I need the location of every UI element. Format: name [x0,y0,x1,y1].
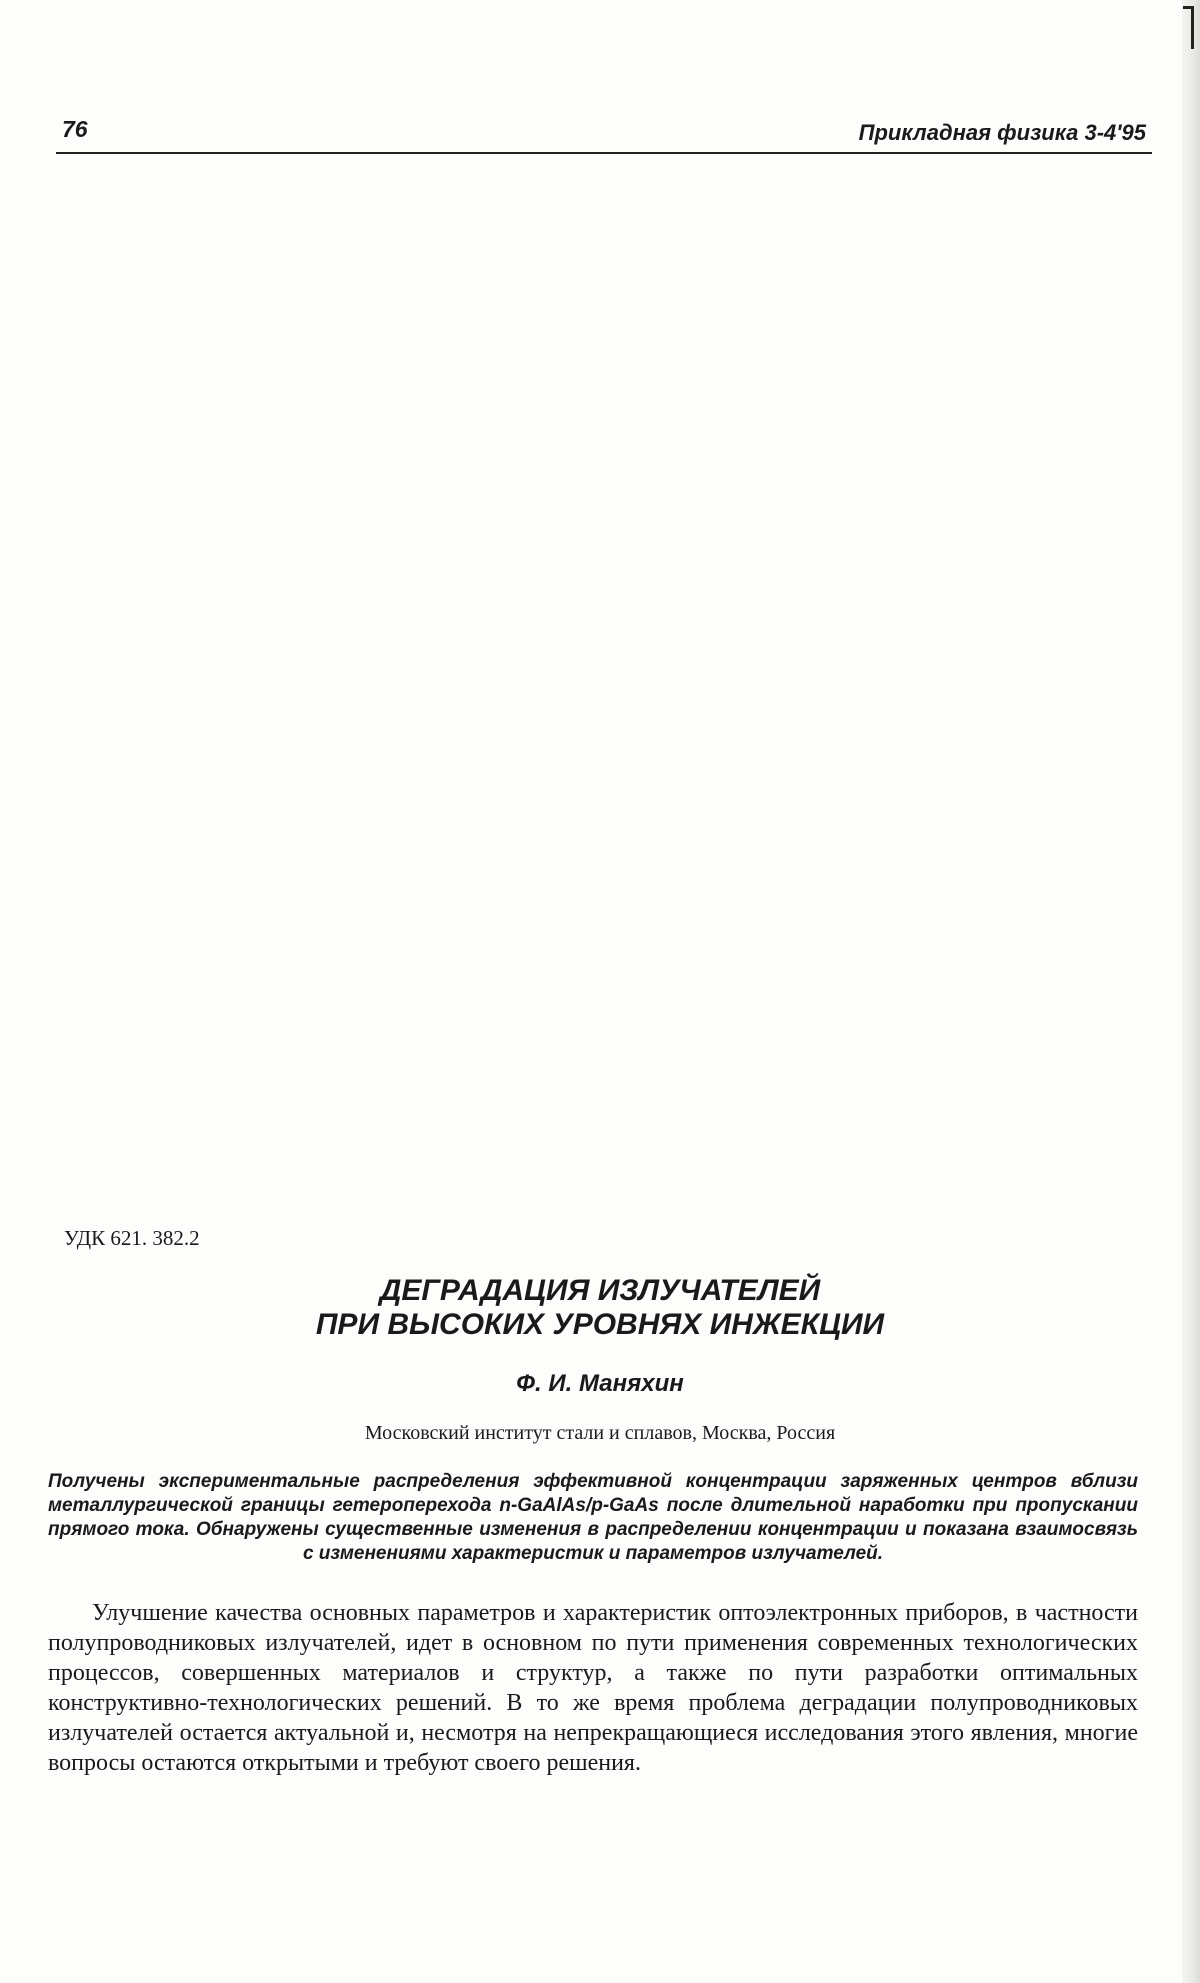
journal-title: Прикладная физика 3-4'95 [858,120,1146,145]
scan-corner-mark [1183,6,1194,49]
running-header [56,112,1152,154]
body-paragraph: Улучшение качества основных параметров и характеристик оптоэлектронных приборов, в частности полупроводниковых излучателей, идет в основном по пути применения современных технологических процессов, совершенных материалов и структур, а также по пути разработки оптимальных конструктивно-технологических решений. В то же время проблема деградации полупроводниковых излучателей остается актуальной и, несмотря на непрекращающиеся исследования этого явления, многие вопросы остаются открытыми и требуют своего решения. [48,1600,1138,1776]
scan-page-edge [1182,0,1200,1983]
article-title [56,1274,1144,1342]
article-title-line-1: ДЕГРАДАЦИЯ ИЗЛУЧАТЕЛЕЙ [379,1274,821,1307]
abstract: Получены экспериментальные распределения эффективной концентрации заряженных центров вблизи металлургической границы гетероперехода n-GaAlAs/p-GaAs после длительной наработки при пропускании прямого тока. Обнаружены существенные изменения в распределении концентрации и показана взаимосвязь с изменениями характеристик и параметров излучателей. [48,1471,1138,1564]
author-name: Ф. И. Маняхин [516,1370,684,1397]
page-number: 76 [62,116,88,142]
udk-code: УДК 621. 382.2 [64,1226,200,1250]
article-title-line-2: ПРИ ВЫСОКИХ УРОВНЯХ ИНЖЕКЦИИ [315,1308,885,1341]
author-affiliation: Московский институт стали и сплавов, Москва, Россия [364,1422,836,1444]
